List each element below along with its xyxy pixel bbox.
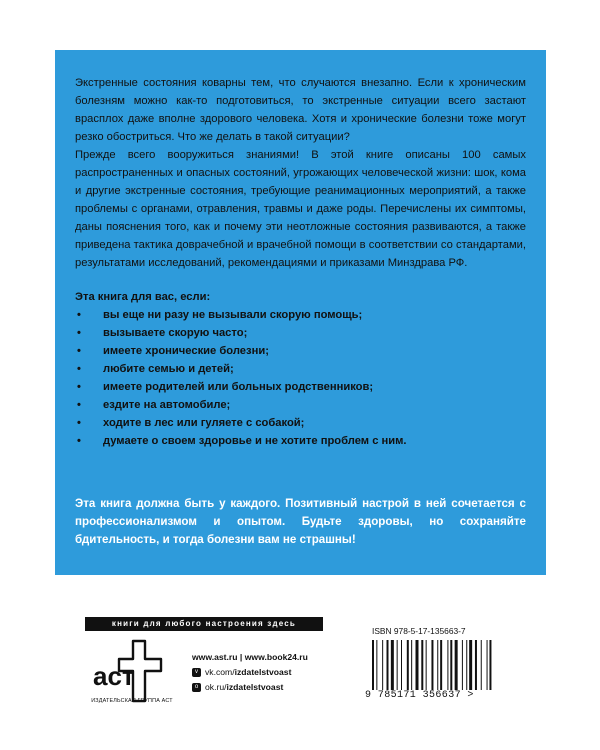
barcode-bar [411, 640, 412, 690]
list-title: Эта книга для вас, если: [75, 291, 211, 303]
barcode-bar [407, 640, 409, 690]
bullet-icon: • [77, 399, 81, 411]
barcode-bar [421, 640, 423, 690]
barcode-bar [372, 640, 374, 690]
bullet-icon: • [77, 381, 81, 393]
barcode-bar [447, 640, 448, 690]
list-item: • вызываете скорую часто; [75, 324, 526, 342]
publisher-name: ИЗДАТЕЛЬСКАЯ ГРУППА АСТ [91, 698, 173, 704]
bullet-icon: • [77, 363, 81, 375]
description-paragraph-2: Прежде всего вооружиться знаниями! В этой книге описаны 100 самых распространенных и опасных состояний, угрожающих человеческой жизни: шок, кома и другие экстренные состояния, требующие реанимационных мероприятий, а также проблемы с органами, отравления, травмы и даже роды. Перечислены их симптомы, даны пояснения того, как и почему эти неотложные состояния развиваются, а также приведена тактика доврачебной и врачебной помощи в соответствии со стандартами, результатами исследований, рекомендациями и приказами Минздрава РФ. [75, 149, 526, 269]
barcode-bar [397, 640, 398, 690]
barcode-bar [450, 640, 452, 690]
bullet-icon: • [77, 327, 81, 339]
tagline-banner: книги для любого настроения здесь [85, 617, 323, 631]
bullet-icon: • [77, 435, 81, 447]
barcode-bar [469, 640, 472, 690]
barcode-bar [437, 640, 438, 690]
vk-link[interactable]: v vk.com/ izdatelstvoast [192, 665, 308, 680]
ok-icon: o [192, 683, 201, 692]
audience-list [75, 306, 526, 450]
list-item: • имеете хронические болезни; [75, 342, 526, 360]
bullet-icon: • [77, 345, 81, 357]
ast-logo [85, 637, 167, 705]
list-item: • думаете о своем здоровье и не хотите проблем с ним. [75, 432, 526, 450]
vk-icon: v [192, 668, 201, 677]
barcode-bar [416, 640, 419, 690]
barcode-bar [382, 640, 383, 690]
barcode-digits: 9 785171 356637 > [365, 690, 474, 701]
barcode-bar [431, 640, 433, 690]
barcode-bar [440, 640, 442, 690]
logo-wordmark: аст [93, 661, 135, 691]
barcode-bar [475, 640, 477, 690]
barcode-bar [481, 640, 482, 690]
list-item: • вы еще ни разу не вызывали скорую помощь; [75, 306, 526, 324]
barcode-bar [391, 640, 394, 690]
barcode-bar [489, 640, 491, 690]
ok-link[interactable]: o ok.ru/ izdatelstvoast [192, 680, 308, 695]
closing-statement: Эта книга должна быть у каждого. Позитивный настрой в ней сочетается с профессионализмом и опытом. Будьте здоровы, но сохраняйте бдительность, и тогда болезни вам не страшны! [75, 497, 526, 546]
bullet-icon: • [77, 309, 81, 321]
barcode-bar [462, 640, 463, 690]
list-item: • имеете родителей или больных родственников; [75, 378, 526, 396]
isbn-label: ISBN 978-5-17-135663-7 [372, 626, 466, 636]
barcode-bar [401, 640, 402, 690]
website-link[interactable]: www.ast.ru | www.book24.ru [192, 652, 308, 662]
barcode-bar [376, 640, 377, 690]
barcode-bar [466, 640, 467, 690]
list-item: • ездите на автомобиле; [75, 396, 526, 414]
barcode-bar [487, 640, 488, 690]
barcode [368, 640, 508, 692]
barcode-bar [455, 640, 458, 690]
barcode-bar [387, 640, 389, 690]
barcode-bar [426, 640, 427, 690]
back-cover-panel [55, 50, 546, 575]
list-item: • любите семью и детей; [75, 360, 526, 378]
bullet-icon: • [77, 417, 81, 429]
description [75, 74, 526, 272]
description-paragraph-1: Экстренные состояния коварны тем, что случаются внезапно. Если к хроническим болезням можно как-то подготовиться, то экстренные ситуации всего застают врасплох даже вполне здорового человека. Хотя и хронические болезни тоже могут резко обостриться. Что же делать в такой ситуации? [75, 77, 526, 143]
publisher-links [192, 650, 308, 695]
list-item: • ходите в лес или гуляете с собакой; [75, 414, 526, 432]
